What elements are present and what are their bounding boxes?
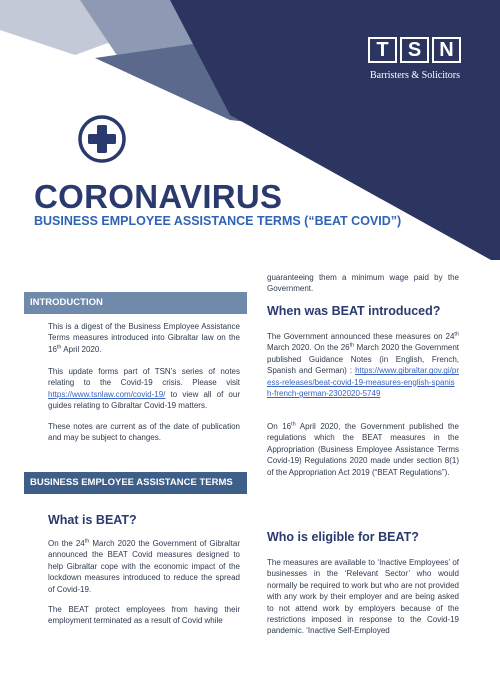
intro-paragraph-2: This update forms part of TSN’s series of notes relating to the Covid-19 crisis. Please visit https://www.tsnlaw.com/covid-19/ to view all of our guides relating to Gibraltar Covid-19 matters.	[48, 367, 240, 411]
continued-paragraph: guaranteeing them a minimum wage paid by the Government.	[267, 273, 459, 294]
logo-letter-t: T	[368, 37, 397, 63]
logo-letter-n: N	[432, 37, 461, 63]
introduction-section-bar: INTRODUCTION	[24, 292, 247, 314]
intro-paragraph-3: These notes are current as of the date of publication and may be subject to changes.	[48, 422, 240, 443]
what-is-beat-paragraph-2: The BEAT protect employees from having their employment terminated as a result of Covid while	[48, 605, 240, 626]
who-eligible-paragraph-1: The measures are available to ‘Inactive Employees’ of businesses in the ‘Relevant Sector’ who would normally be required to work but who are not provided with any work by their employer and are being asked to not attend work by employers because of the restrictions imposed in response to the Covid-19 pandemic. ‘Inactive Self-Employed	[267, 558, 459, 636]
logo-tagline: Barristers & Solicitors	[370, 70, 460, 81]
what-is-beat-paragraph-1: On the 24th March 2020 the Government of Gibraltar announced the BEAT Covid measures designed to help Gibraltar cope with the economic impact of the lockdown measures introduced to reduce the spread of Covid-19.	[48, 538, 240, 594]
when-introduced-paragraph-1: The Government announced these measures on 24th March 2020. On the 26th March 2020 the Government published Guidance Notes (in English, French, Spanish and German) : https://www.gibraltar.gov.gi/press-releases/beat-covid-19-measures-english-spanish-french-german-2302020-5749	[267, 331, 459, 399]
when-introduced-paragraph-2: On 16th April 2020, the Government published the regulations which the BEAT measures in the Appropriation (Business Employee Assistance Terms Covid-19) Regulations 2020 made under section 8(1) of the Appropriation Act 2019 (“BEAT Regulations”).	[267, 421, 459, 477]
who-eligible-heading: Who is eligible for BEAT?	[267, 530, 419, 544]
when-introduced-heading: When was BEAT introduced?	[267, 304, 441, 318]
intro-paragraph-1: This is a digest of the Business Employee Assistance Terms measures introduced into Gibraltar law on the 16th April 2020.	[48, 322, 240, 354]
page-subtitle: BUSINESS EMPLOYEE ASSISTANCE TERMS (“BEAT COVID”)	[34, 214, 402, 228]
beat-section-bar: BUSINESS EMPLOYEE ASSISTANCE TERMS	[24, 472, 247, 494]
tsnlaw-covid-link[interactable]: https://www.tsnlaw.com/covid-19/	[48, 389, 166, 399]
logo-letter-s: S	[400, 37, 429, 63]
medical-cross-icon	[78, 115, 126, 163]
what-is-beat-heading: What is BEAT?	[48, 513, 137, 527]
page-title: CORONAVIRUS	[34, 178, 283, 215]
tsn-logo	[368, 37, 462, 81]
gibraltar-gov-press-link[interactable]: https://www.gibraltar.gov.gi/press-releases/beat-covid-19-measures-english-spanish-french-german-2302020-5749	[267, 366, 459, 399]
